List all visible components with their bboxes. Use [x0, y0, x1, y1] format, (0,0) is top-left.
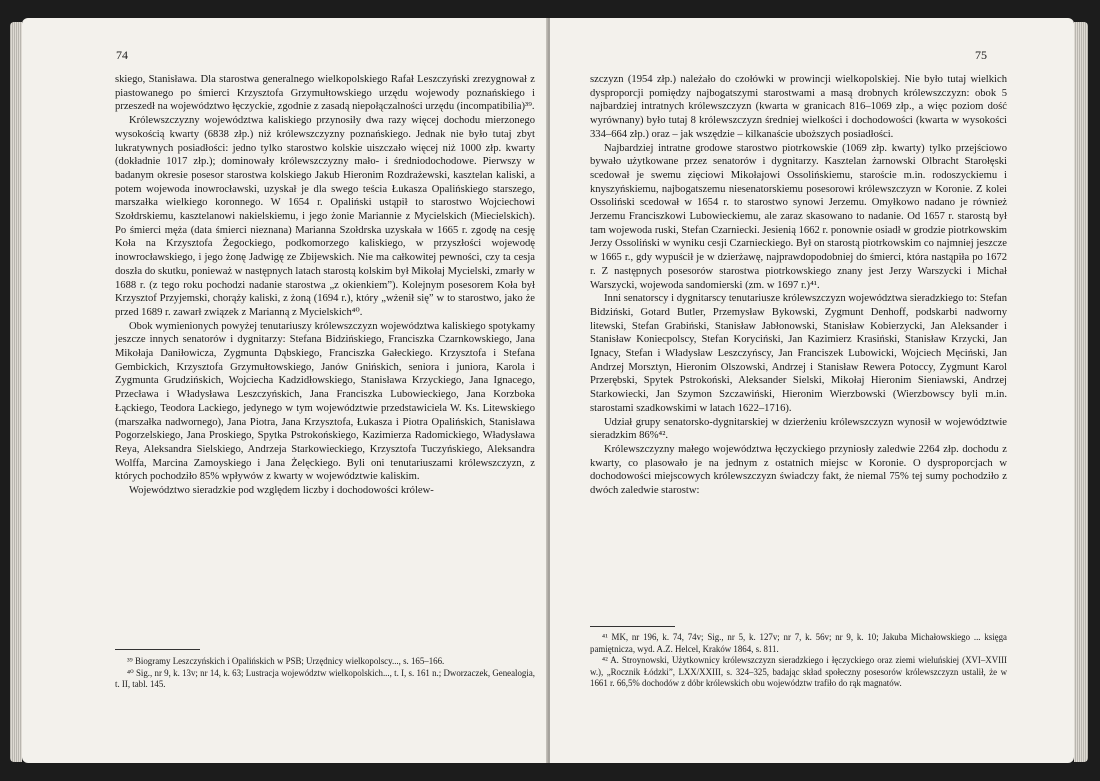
paragraph: Najbardziej intratne grodowe starostwo piotrkowskie (1069 złp. kwarty) tylko przejściowo bywało użytkowane przez senatorów i dygnitarzy. Kasztelan żarnowski Olbracht Starołęski scedował je swemu zięciowi Mikołajowi Ossolińskiemu, staroście m.in. rodoszyckiemu i knyszyńskiemu, najbogatszemu niesenatorskiemu posesorowi królewszczyzn w Koronie. Z kolei Ossoliński scedował w 1654 r. to starostwo synowi Jerzemu. Omyłkowo nadano je również Jerzemu Franciszkowi Lubowieckiemu, ale zaraz skasowano to nadanie. Od 1657 r. starostą był tam wojewoda ruski, Stefan Czarniecki. Jesienią 1662 r. ponownie osiadł w grodzie piotrkowskim Jerzy Ossoliński w wyniku cesji Czarnieckiego. Był on starostą piotrkowskim co najmniej jeszcze w 1665 r., gdy wypuścił je w dzierżawę, najprawdopodobniej do śmierci, która nastąpiła po 1672 r. Z następnych posesorów starostwa piotrkowskiego znany jest Jerzy Warszycki i Michał Warszycki, wojewoda sandomierski (zm. w 1697 r.)⁴¹.	[590, 142, 1007, 291]
paragraph: Inni senatorscy i dygnitarscy tenutariusze królewszczyzn województwa sieradzkiego to: Stefan Bidziński, Gotard Butler, Przemysław Bykowski, Zygmunt Denhoff, podskarbi nadworny litewski, Stefan Grabiński, Stanisław Jabłonowski, Stanisław Kobierzycki, Jan Aleksander i Stanisław Koniecpolscy, Stefan Koryciński, Jan Kazimierz Krasiński, Stanisław Krzycki, Jan Ignacy, Stefan i Władysław Leszczyńscy, Jan Franciszek Lubowicki, Wojciech Męciński, Jan Andrzej Morsztyn, Hieronim Olszowski, Andrzej i Stanisław Rewera Potoccy, Zygmunt Karol Przerębski, Spytek Pstrokoński, Aleksander Sielski, Mikołaj Hieronim Sieniawski, Andrzej Starkowiecki, Jan Szymon Szczawiński, Hieronim Wierzbowski (Wierzbowscy byli m.in. starostami szadkowskimi w latach 1622–1716).	[590, 293, 1007, 414]
paragraph: Królewszczyzny małego województwa łęczyckiego przyniosły zaledwie 2264 złp. dochodu z kwarty, co plasowało je na jednym z ostatnich miejsc w Koronie. O dysproporcjach w dochodowości miejscowych królewszczyzn świadczy fakt, że niemal 75% tej sumy pochodziło z dwóch zaledwie starostw:	[590, 443, 1007, 497]
page-number: 75	[975, 48, 987, 62]
page-edges-left	[10, 22, 22, 762]
page-edges-right	[1074, 22, 1088, 762]
body-text	[115, 73, 535, 498]
paragraph: szczyzn (1954 złp.) należało do czołówki w prowincji wielkopolskiej. Nie było tutaj wielkich dysproporcji pomiędzy najbogatszymi starostwami a masą drobnych królewszczyzn: obok 5 najbardziej intratnych królewszczyzn (kwarta w granicach 816–1069 złp., a więc poziom dość wyrównany) było tutaj 8 królewszczyzn średniej wielkości i dochodowości (kwarta w wysokości 334–664 złp.) oraz – jak wszędzie – kilkanaście uboższych posiadłości.	[590, 74, 1007, 140]
page-number: 74	[116, 48, 128, 62]
right-page	[550, 18, 1074, 763]
paragraph: Obok wymienionych powyżej tenutariuszy królewszczyzn województwa kaliskiego spotykamy jeszcze innych senatorów i dygnitarzy: Stefana Bidzińskiego, Franciszka Czarnkowskiego, Jana Mikołaja Daniłowicza, Zygmunta Dąbskiego, Franciszka Gałeckiego. Krzysztofa i Stefana Gembickich, Krzysztofa Grzymułtowskiego, Janów Gnińskich, seniora i juniora, Karola i Zygmunta Grudzińskich, Wojciecha Kadzidłowskiego, Stanisława Krzyckiego, Jana Ignacego, Przecława i Władysława Leszczyńskich, Jana Franciszka Lubowieckiego, Jana Korzboka Łąckiego, Teodora Lackiego, jedynego w tym województwie przedstawiciela W. Ks. Litewskiego (marszałka nadwornego), Jana Piotra, Jana Krzysztofa, Łukasza i Piotra Opalińskich, Stanisława Pogorzelskiego, Jana Proskiego, Spytka Pstrokońskiego, Kazimierza Radomickiego, Władysława Reya, Aleksandra Sielskiego, Andrzeja Starkowieckiego, Krzysztofa Tuczyńskiego, Aleksandra Wolffa, Marcina Zamoyskiego i Jana Żelęckiego. Byli oni tenutariuszami królewszczyzn, z których pochodziło 85% wpływów z kwarty w województwie kaliskim.	[115, 320, 535, 483]
footnote: ⁴¹ MK, nr 196, k. 74, 74v; Sig., nr 5, k. 127v; nr 7, k. 56v; nr 9, k. 10; Jakuba Michałowskiego ... księga pamiętnicza, wyd. A.Z. Helcel, Kraków 1864, s. 811.	[590, 632, 1007, 654]
footnote-rule	[115, 649, 200, 650]
left-page	[22, 18, 548, 763]
paragraph: Królewszczyzny województwa kaliskiego przynosiły dwa razy więcej dochodu mierzonego wysokością kwarty (6838 złp.) niż królewszczyzny poznańskiego. Jednak nie było tutaj zbyt lukratywnych posiadłości: jedno tylko starostwo kolskie uiszczało więcej niż 1000 złp. kwarty (dokładnie 1017 złp.); dominowały królewszczyzny mało- i średniodochodowe. Pierwszy w badanym okresie posesor starostwa kolskiego Jakub Hieronim Rozdrażewski, kasztelan kaliski, a potem wojewoda inowrocławski, uzyskał je dla swego teścia Łukasza Opalińskiego starszego, marszałka wielkiego koronnego. W 1654 r. Opaliński ustąpił to starostwo Wojciechowi Szołdrskiemu, kasztelanowi nakielskiemu, i jego żonie Mariannie z Mycielskich (Miecielskich). Po śmierci męża (data śmierci nieznana) Marianna Szołdrska uzyskała w 1665 r. zgodę na cesję Koła na Krzysztofa Żegockiego, podkomorzego kaliskiego, w przyszłości wojewodę inowrocławskiego, i jego żonę Jadwigę ze Zbijewskich. Nie ma całkowitej pewności, czy ta cesja doszła do skutku, ponieważ w następnych latach starostą kolskim był Mikołaj Mycielski, zmarły w 1688 r. (z tego roku pochodzi nadanie starostwa „z okienkiem”). Kolejnym posesorem Koła był Krzysztof Przyjemski, chorąży kaliski, z żoną (1694 r.), który „wżenił się” w to starostwo, jako że przed 1689 r. zawarł związek z Marianną z Mycielskich⁴⁰.	[115, 115, 535, 318]
body-text	[590, 73, 1007, 498]
footnotes	[590, 632, 1007, 690]
paragraph: Udział grupy senatorsko-dygnitarskiej w dzierżeniu królewszczyzn wynosił w województwie sieradzkim 86%⁴².	[590, 416, 1007, 442]
footnote-rule	[590, 626, 675, 627]
paragraph: Województwo sieradzkie pod względem liczby i dochodowości królew-	[129, 485, 434, 497]
footnote: ⁴² A. Stroynowski, Użytkownicy królewszczyzn sieradzkiego i łęczyckiego oraz ziemi wieluńskiej (XVI–XVIII w.), „Rocznik Łódzki”, LXX/XXIII, s. 324–325, badając skład społeczny posesorów królewszczyzn ustalił, że w 1661 r. 66,5% dochodów z dóbr królewskich obu województw trafiło do rąk magnatów.	[590, 655, 1007, 689]
footnotes	[115, 656, 535, 691]
footnote: ³⁹ Biogramy Leszczyńskich i Opalińskich w PSB; Urzędnicy wielkopolscy..., s. 165–166.	[127, 656, 445, 666]
paragraph: skiego, Stanisława. Dla starostwa generalnego wielkopolskiego Rafał Leszczyński zrezygnował z piastowanego po śmierci Krzysztofa Grzymułtowskiego urzędu wojewody poznańskiego i przeszedł na województwo łęczyckie, zgodnie z zasadą niepołączalności urzędu (incompatibilia)³⁹.	[115, 74, 535, 113]
footnote: ⁴⁰ Sig., nr 9, k. 13v; nr 14, k. 63; Lustracja województw wielkopolskich..., t. I, s. 161 n.; Dworzaczek, Genealogia, t. II, tabl. 145.	[115, 667, 535, 690]
